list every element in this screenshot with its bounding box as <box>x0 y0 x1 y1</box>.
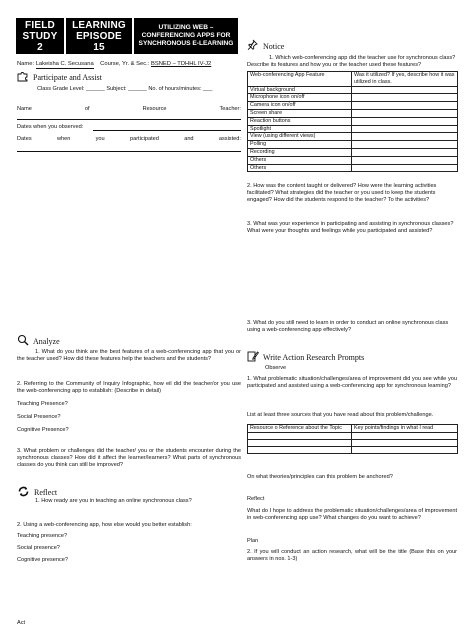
notice-question-3: 3. What was your experience in participating and assisting in synchronous classes? What were your thoughts and feelings while you participated and assisted? <box>247 221 454 234</box>
resource-teacher-line <box>17 106 241 113</box>
act-label: Act <box>17 620 26 626</box>
analyze-teaching-presence: Teaching Presence? <box>17 401 68 407</box>
table-row <box>248 432 458 439</box>
table-row <box>248 117 458 125</box>
name-label: Name: <box>17 61 35 67</box>
feature-table-header-feature: Web-conferencing App Feature <box>248 72 352 87</box>
pencil-paper-icon <box>247 350 259 365</box>
field-study-line2: STUDY <box>22 30 58 42</box>
feature-cell: Camera icon on/off <box>248 102 352 110</box>
action-reflect-question: What do I hope to address the problematic situation/challenges/area of improvement in web-conferencing app use? What changes do you want to achieve? <box>247 508 457 521</box>
student-info <box>17 61 249 69</box>
dates-participated-w6: assisted: <box>218 136 241 142</box>
feature-cell: View (using different views) <box>248 133 352 141</box>
cycle-arrows-icon <box>17 485 30 501</box>
findings-cell[interactable] <box>352 439 458 446</box>
answer-cell[interactable] <box>352 94 458 102</box>
action-research-heading <box>247 350 364 365</box>
theories-question: On what theories/principles can this problem be anchored? <box>247 474 393 480</box>
resource-teacher-w1: Name <box>17 106 32 112</box>
dates-participated-w4: participated <box>129 136 159 142</box>
table-row <box>248 148 458 156</box>
sources-prompt: List at least three sources that you have read about this problem/challenge. <box>247 412 434 418</box>
reflect-question-2: 2. Using a web-conferencing app, how else would you better establish: <box>17 522 192 528</box>
reference-cell[interactable] <box>248 439 352 446</box>
reference-cell[interactable] <box>248 446 352 453</box>
episode-title-line3: SYNCHRONOUS E-LEARNING <box>138 40 234 47</box>
answer-cell[interactable] <box>352 141 458 149</box>
sources-table <box>247 424 458 454</box>
episode-title-line1: UTILIZING WEB – <box>158 24 214 31</box>
analyze-social-presence: Social Presence? <box>17 414 61 420</box>
reflect-cognitive-presence: Cognitive presence? <box>17 557 68 563</box>
name-value: Lakeisha C. Secusana <box>36 61 94 69</box>
reference-cell[interactable] <box>248 432 352 439</box>
answer-cell[interactable] <box>352 164 458 172</box>
feature-cell: Screen share <box>248 109 352 117</box>
reflect-question-1: 1. How ready are you in teaching an online synchronous class? <box>35 498 192 504</box>
dates-participated-blank <box>17 151 241 152</box>
action-research-heading-text: Write Action Research Prompts <box>263 352 365 362</box>
pushpin-icon <box>247 39 259 54</box>
answer-cell[interactable] <box>352 86 458 94</box>
field-study-number: 2 <box>37 41 43 53</box>
participate-heading <box>17 70 102 85</box>
magnifier-icon <box>17 334 29 349</box>
course-value: BSNED – TDHHL IV-J2 <box>151 61 212 67</box>
answer-cell[interactable] <box>352 125 458 133</box>
resource-teacher-w2: of <box>84 106 90 112</box>
answer-cell[interactable] <box>352 148 458 156</box>
resource-teacher-blank <box>17 119 241 120</box>
feature-cell: Spotlight <box>248 125 352 133</box>
action-reflect-label: Reflect <box>247 496 265 502</box>
feature-table <box>247 71 458 172</box>
feature-cell: Reaction buttons <box>248 117 352 125</box>
dates-observed-line: Dates when you observed: <box>17 124 84 130</box>
analyze-question-2: 2. Referring to the Community of Inquiry Infographic, how eil did the teacher/or you use the web-conferencing app to establish: (Describe in detail) <box>17 381 241 394</box>
answer-cell[interactable] <box>352 133 458 141</box>
reflect-heading-text: Reflect <box>34 488 58 497</box>
notice-question-4: 3. What do you still need to learn in order to conduct an online synchronous class using a web-conferencing app effectively? <box>247 320 449 333</box>
feature-cell: Others <box>248 156 352 164</box>
dates-participated-w2: when <box>56 136 71 142</box>
notice-question-2: 2. How was the content taught or delivered? How were the learning activities facilitated? What strategies did the teacher or you used to keep the students engaged? How did the students respond to the teacher? To the activities? <box>247 183 437 203</box>
notice-heading-text: Notice <box>263 41 285 51</box>
table-row <box>248 109 458 117</box>
table-row <box>248 439 458 446</box>
resource-teacher-w3: Resource <box>142 106 167 112</box>
puzzle-icon <box>17 70 29 85</box>
dates-observed-blank <box>93 130 241 131</box>
action-question-1: 1. What problematic situation/challenges/area of improvement did you see while you participated and assisted using a web-conferencing app for synchronous learning? <box>247 376 457 389</box>
table-row <box>248 125 458 133</box>
plan-question: 2. If you will conduct an action research, what will be the title (Base this on your answers in nos. 1-3) <box>247 549 457 562</box>
notice-question-1: 1. Which web-conferencing app did the teacher use for synchronous class? Describe its features and how you or the teacher used these features? <box>247 55 456 68</box>
table-row <box>248 156 458 164</box>
sources-header-findings: Key points/findings in what I read <box>352 425 458 433</box>
episode-title-line2: CONFERENCING APPS FOR <box>141 32 231 39</box>
participate-heading-text: Participate and Assist <box>33 72 102 82</box>
notice-heading <box>247 39 284 54</box>
learning-episode-box <box>66 18 132 54</box>
reflect-social-presence: Social presence? <box>17 545 60 551</box>
dates-participated-line <box>17 136 241 143</box>
table-row <box>248 133 458 141</box>
table-row <box>248 164 458 172</box>
analyze-question-1: 1. What do you think are the best features of a web-conferencing app that you or the teacher used? How did these features help the teachers and the students? <box>17 349 241 362</box>
feature-cell: Microphone icon on/off <box>248 94 352 102</box>
dates-participated-w5: and <box>184 136 194 142</box>
resource-teacher-w4: Teacher: <box>219 106 241 112</box>
findings-cell[interactable] <box>352 446 458 453</box>
analyze-cognitive-presence: Cognitive Presence? <box>17 427 69 433</box>
class-grade-line: Class Grade Level: ______ Subject: ______ No. of hours/minutes: ___ <box>37 86 213 92</box>
sources-header-reference: Resource o Reference about the Topic <box>248 425 352 433</box>
field-study-line1: FIELD <box>25 19 55 31</box>
plan-label: Plan <box>247 538 259 544</box>
learning-episode-number: 15 <box>93 41 105 53</box>
dates-participated-w1: Dates <box>17 136 32 142</box>
table-row <box>248 446 458 453</box>
reflect-teaching-presence: Teaching presence? <box>17 533 68 539</box>
feature-cell: Virtual background <box>248 86 352 94</box>
analyze-heading-text: Analyze <box>33 336 60 346</box>
answer-cell[interactable] <box>352 102 458 110</box>
answer-cell[interactable] <box>352 109 458 117</box>
table-row <box>248 86 458 94</box>
feature-cell: Others <box>248 164 352 172</box>
table-row <box>248 102 458 110</box>
feature-cell: Polling <box>248 141 352 149</box>
feature-table-header-utilized: Was it utilized? If yes, describe how it was utilized in class. <box>352 72 458 87</box>
findings-cell[interactable] <box>352 432 458 439</box>
table-row <box>248 94 458 102</box>
episode-title-box <box>134 18 238 54</box>
dates-participated-w3: you <box>95 136 105 142</box>
table-row <box>248 141 458 149</box>
answer-cell[interactable] <box>352 156 458 164</box>
learning-episode-line1: LEARNING <box>72 19 126 31</box>
feature-cell: Recording <box>248 148 352 156</box>
learning-episode-line2: EPISODE <box>76 30 122 42</box>
analyze-heading <box>17 334 60 349</box>
analyze-question-3: 3. What problem or challenges did the teacher/ you or the students encounter during the synchronous classes? How did it affect the learner/learners? What parts of synchronous classes do you think can still be improved? <box>17 448 241 468</box>
observe-label: Observe <box>265 365 287 371</box>
answer-cell[interactable] <box>352 117 458 125</box>
field-study-box <box>16 18 64 54</box>
course-label: Course, Yr. & Sec.: <box>100 61 150 67</box>
